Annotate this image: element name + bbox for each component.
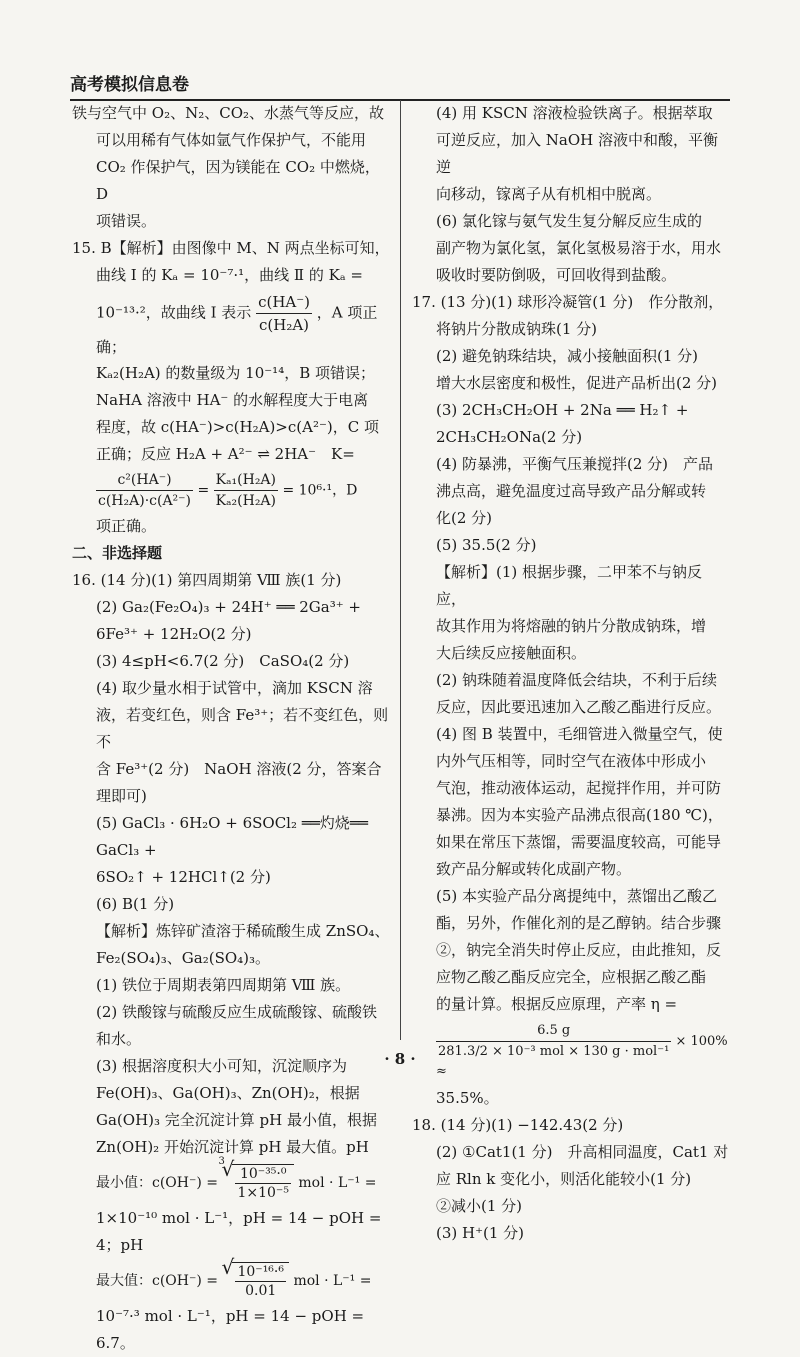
- q17-line: 将钠片分散成钠珠(1 分): [436, 320, 598, 338]
- fraction-numerator: Kₐ₁(H₂A): [214, 470, 278, 491]
- q16-line: 6SO₂↑ + 12HCl↑(2 分): [96, 868, 271, 886]
- q16-text: mol · L⁻¹ =: [293, 1273, 372, 1289]
- q17-text: × 100% ≈: [436, 1034, 728, 1079]
- text-line: 铁与空气中 O₂、N₂、CO₂、水蒸气等反应，故: [72, 104, 385, 122]
- q18-line: 18. (14 分)(1) −142.43(2 分): [412, 1116, 624, 1134]
- fraction-denominator: c(H₂A): [259, 316, 310, 334]
- fraction: [235, 1263, 286, 1300]
- header-title: 高考模拟信息卷: [70, 75, 189, 95]
- q17-line: 内外气压相等，同时空气在液体中形成小: [436, 752, 707, 770]
- q15-line: [72, 291, 390, 358]
- fraction: [96, 470, 193, 511]
- q17-line: 故其作用为将熔融的钠片分散成钠珠，增: [436, 617, 707, 635]
- q16-line: (2) 铁酸镓与硫酸反应生成硫酸镓、硫酸铁: [96, 1003, 378, 1021]
- text-line: 可以用稀有气体如氩气作保护气，不能用: [96, 131, 367, 149]
- q16-equation: [72, 1262, 390, 1300]
- q17-line: 如果在常压下蒸馏，需要温度较高，可能导: [436, 833, 722, 851]
- section-title: 二、非选择题: [72, 544, 163, 562]
- q16-text: mol · L⁻¹ =: [298, 1175, 377, 1191]
- fraction-numerator: 10⁻³⁵·⁰: [235, 1165, 290, 1184]
- q18-line: ②减小(1 分): [436, 1197, 523, 1215]
- fraction-numerator: c(HA⁻): [256, 291, 312, 314]
- q16-line: 10⁻⁷·³ mol · L⁻¹，pH = 14 − pOH = 6.7。: [96, 1307, 365, 1352]
- text-line: 项错误。: [96, 212, 157, 230]
- q15-line: 程度，故 c(HA⁻)>c(H₂A)>c(A²⁻)，C 项: [96, 418, 379, 436]
- text-line: 向移动，镓离子从有机相中脱离。: [436, 185, 662, 203]
- q17-line: 沸点高，避免温度过高导致产品分解或转: [436, 482, 707, 500]
- q16-line: (6) B(1 分): [96, 895, 175, 913]
- right-column: [412, 100, 730, 1247]
- column-divider: [400, 100, 401, 1040]
- q15-line: 曲线 Ⅰ 的 Kₐ = 10⁻⁷·¹，曲线 Ⅱ 的 Kₐ =: [96, 266, 363, 284]
- q15-text: = 10⁶·¹，D: [282, 482, 358, 499]
- q17-line: (3) 2CH₃CH₂OH + 2Na ══ H₂↑ +: [436, 401, 689, 419]
- q16-equation: [72, 1156, 390, 1202]
- q16-line: (5) GaCl₃ · 6H₂O + 6SOCl₂ ══灼烧══ GaCl₃ +: [96, 814, 368, 859]
- q17-line: 【解析】(1) 根据步骤，二甲苯不与钠反应，: [436, 563, 703, 608]
- q17-line: (5) 35.5(2 分): [436, 536, 537, 554]
- q18-line: 应 Rln k 变化小，则活化能较小(1 分): [436, 1170, 692, 1188]
- q16-line: 含 Fe³⁺(2 分) NaOH 溶液(2 分，答案合: [96, 760, 382, 778]
- text-line: 副产物为氯化氢，氯化氢极易溶于水，用水: [436, 239, 722, 257]
- q17-line: 17. (13 分)(1) 球形冷凝管(1 分) 作分散剂，: [412, 293, 724, 311]
- fraction: [256, 291, 312, 336]
- q17-line: 致产品分解或转化成副产物。: [436, 860, 632, 878]
- text-line: CO₂ 作保护气，因为镁能在 CO₂ 中燃烧，D: [96, 158, 380, 203]
- q17-line: 酯，另外，作催化剂的是乙醇钠。结合步骤: [436, 914, 722, 932]
- text-line: (4) 用 KSCN 溶液检验铁离子。根据萃取: [436, 104, 713, 122]
- q17-line: (4) 防暴沸，平衡气压兼搅拌(2 分) 产品: [436, 455, 714, 473]
- fraction-denominator: 1×10⁻⁵: [237, 1185, 289, 1201]
- q17-line: 35.5%。: [436, 1089, 499, 1107]
- q17-line: (5) 本实验产品分离提纯中，蒸馏出乙酸乙: [436, 887, 718, 905]
- q15-line: NaHA 溶液中 HA⁻ 的水解程度大于电离: [96, 391, 369, 409]
- q15-line: 15. B【解析】由图像中 M、N 两点坐标可知，: [72, 239, 390, 257]
- q16-line: Fe(OH)₃、Ga(OH)₃、Zn(OH)₂，根据: [96, 1084, 360, 1102]
- q16-line: Ga(OH)₃ 完全沉淀计算 pH 最小值，根据: [96, 1111, 378, 1129]
- fraction-denominator: Kₐ₂(H₂A): [215, 493, 276, 509]
- q16-line: 【解析】炼锌矿渣溶于稀硫酸生成 ZnSO₄、: [96, 922, 390, 940]
- cube-root: [218, 1156, 293, 1202]
- q17-line: (2) 避免钠珠结块，减小接触面积(1 分): [436, 347, 699, 365]
- q17-line: ②，钠完全消失时停止反应，由此推知，反: [436, 941, 722, 959]
- q16-line: 1×10⁻¹⁰ mol · L⁻¹，pH = 14 − pOH = 4；pH: [96, 1209, 382, 1254]
- q16-line: 16. (14 分)(1) 第四周期第 Ⅷ 族(1 分): [72, 571, 342, 589]
- fraction-denominator: 281.3/2 × 10⁻³ mol × 130 g · mol⁻¹: [438, 1044, 670, 1059]
- q16-line: (4) 取少量水相于试管中，滴加 KSCN 溶: [96, 679, 373, 697]
- root-index: √ 3: [218, 1156, 225, 1167]
- q16-text: 最大值：c(OH⁻) =: [96, 1273, 219, 1289]
- text-line: (6) 氯化镓与氨气发生复分解反应生成的: [436, 212, 703, 230]
- q16-line: 和水。: [96, 1030, 142, 1048]
- fraction-numerator: 6.5 g: [436, 1021, 671, 1042]
- fraction: [235, 1165, 290, 1202]
- q16-line: (2) Ga₂(Fe₂O₄)₃ + 24H⁺ ══ 2Ga³⁺ +: [96, 598, 361, 616]
- q17-line: 大后续反应接触面积。: [436, 644, 587, 662]
- q17-line: 的量计算。根据反应原理，产率 η =: [436, 995, 678, 1013]
- q16-line: 理即可): [96, 787, 147, 805]
- q15-text: 10⁻¹³·²，故曲线 Ⅰ 表示: [96, 303, 252, 322]
- q17-line: 化(2 分): [436, 509, 493, 527]
- text-line: 吸收时要防倒吸，可回收得到盐酸。: [436, 266, 677, 284]
- q17-line: 2CH₃CH₂ONa(2 分): [436, 428, 583, 446]
- fraction-denominator: c(H₂A)·c(A²⁻): [98, 493, 192, 509]
- q16-line: 液，若变红色，则含 Fe³⁺；若不变红色，则不: [96, 706, 389, 751]
- text-line: 可逆反应，加入 NaOH 溶液中和酸，平衡逆: [436, 131, 718, 176]
- q15-text: ，A 项正确；: [96, 303, 378, 356]
- q18-line: (3) H⁺(1 分): [436, 1224, 525, 1242]
- fraction: [214, 470, 278, 511]
- q15-line: 正确；反应 H₂A + A²⁻ ⇌ 2HA⁻ K=: [96, 445, 355, 463]
- q17-line: 暴沸。因为本实验产品沸点很高(180 ℃)，: [436, 806, 723, 824]
- square-root: [232, 1262, 289, 1300]
- q17-line: 气泡，推动液体运动，起搅拌作用，并可防: [436, 779, 722, 797]
- q16-line: 6Fe³⁺ + 12H₂O(2 分): [96, 625, 252, 643]
- page-number: · 8 ·: [384, 1050, 416, 1068]
- q16-line: Zn(OH)₂ 开始沉淀计算 pH 最大值。pH: [96, 1138, 369, 1156]
- q15-line: Kₐ₂(H₂A) 的数量级为 10⁻¹⁴，B 项错误；: [96, 364, 375, 382]
- q17-line: 反应，因此要迅速加入乙酸乙酯进行反应。: [436, 698, 722, 716]
- q16-text: 最小值：c(OH⁻) =: [96, 1175, 219, 1191]
- equals: =: [197, 482, 210, 499]
- q17-line: 增大水层密度和极性，促进产品析出(2 分): [436, 374, 718, 392]
- page-header: [70, 70, 730, 101]
- q18-line: (2) ①Cat1(1 分) 升高相同温度，Cat1 对: [436, 1143, 729, 1161]
- q16-line: (3) 根据溶度积大小可知，沉淀顺序为: [96, 1057, 348, 1075]
- left-column: [72, 100, 390, 1357]
- q17-line: (4) 图 B 装置中，毛细管进入微量空气，使: [436, 725, 723, 743]
- fraction-numerator: c²(HA⁻): [96, 470, 193, 491]
- fraction-denominator: 0.01: [245, 1283, 277, 1299]
- q15-line: 项正确。: [96, 517, 157, 535]
- q17-line: (2) 钠珠随着温度降低会结块，不利于后续: [436, 671, 718, 689]
- q17-line: 应物乙酸乙酯反应完全，应根据乙酸乙酯: [436, 968, 707, 986]
- q15-equation: [72, 470, 390, 511]
- fraction-numerator: √ 10⁻¹⁶·⁶: [237, 1264, 284, 1280]
- q16-line: (1) 铁位于周期表第四周期第 Ⅷ 族。: [96, 976, 351, 994]
- q16-line: (3) 4≤pH<6.7(2 分) CaSO₄(2 分): [96, 652, 350, 670]
- q16-line: Fe₂(SO₄)₃、Ga₂(SO₄)₃。: [96, 949, 271, 967]
